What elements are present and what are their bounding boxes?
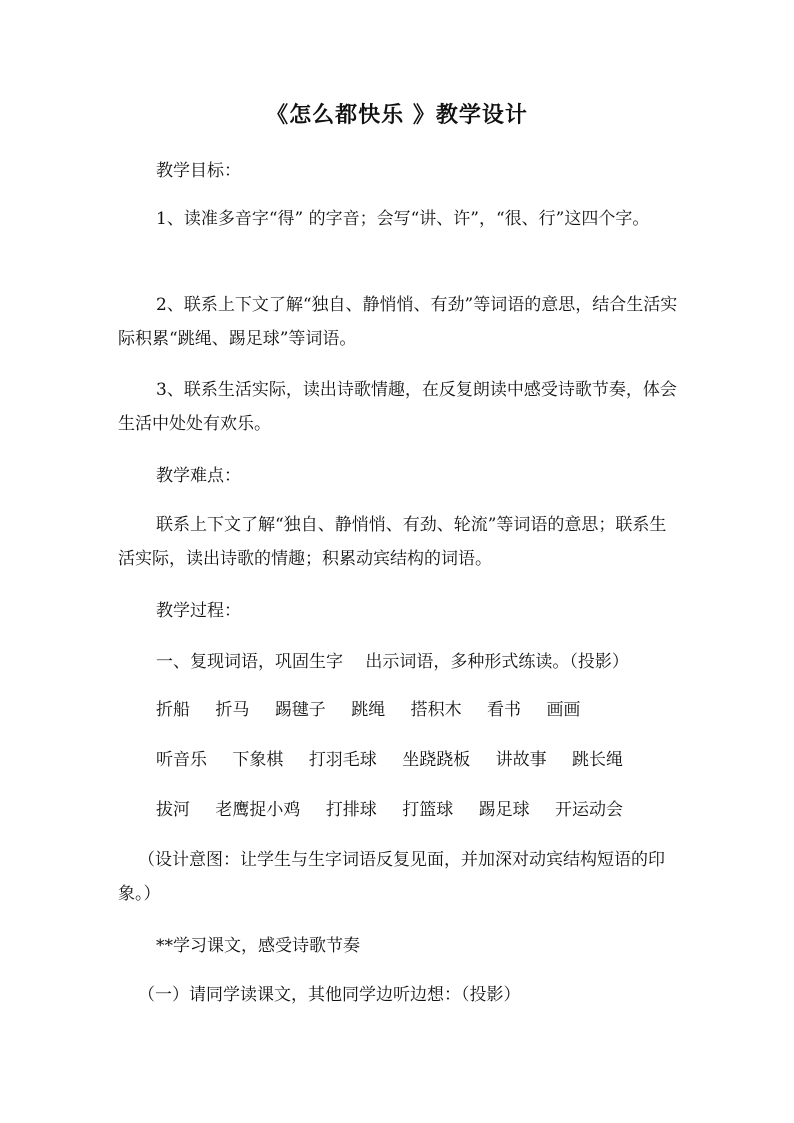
word-list-row-3 <box>156 793 643 827</box>
word-item: 拔河 <box>156 800 190 820</box>
step-2-1-paragraph: （一）请同学读课文，其他同学边听边想：（投影） <box>138 985 521 1005</box>
step-1-heading: 一、复现词语，巩固生字 出示词语，多种形式练读。（投影） <box>156 652 629 672</box>
process-heading: 教学过程： <box>156 601 241 621</box>
word-item: 听音乐 <box>156 750 207 770</box>
goal-3-paragraph: 3、联系生活实际，读出诗歌情趣，在反复朗读中感受诗歌节奏，体会生活中处处有欢乐。 <box>118 380 677 434</box>
goal-2-paragraph: 2、联系上下文了解“独自、静悄悄、有劲”等词语的意思，结合生活实际积累“跳绳、踢足球”等词语。 <box>118 295 678 349</box>
word-item: 坐跷跷板 <box>402 750 471 770</box>
word-item: 开运动会 <box>555 800 624 820</box>
step-2-heading: **学习课文，感受诗歌节奏 <box>156 936 360 956</box>
design-note-paragraph: （设计意图：让学生与生字词语反复见面，并加深对动宾结构短语的印象。） <box>118 850 665 904</box>
goal-1-paragraph: 1、读准多音字“得” 的字音；会写“讲、许”，“很、行”这四个字。 <box>156 209 650 229</box>
word-item: 打羽毛球 <box>308 750 377 770</box>
word-item: 打篮球 <box>402 800 454 820</box>
word-item: 踢足球 <box>478 800 530 820</box>
word-item: 讲故事 <box>495 750 547 770</box>
document-title: 《怎么都快乐 》教学设计 <box>266 102 528 128</box>
word-item: 下象棋 <box>232 750 284 770</box>
goals-heading: 教学目标： <box>156 161 241 181</box>
word-item: 折马 <box>215 700 250 720</box>
word-item: 跳绳 <box>351 700 386 720</box>
word-item: 打排球 <box>325 800 377 820</box>
word-item: 画画 <box>546 700 581 720</box>
word-item: 搭积木 <box>410 700 462 720</box>
word-item: 踢毽子 <box>274 700 326 720</box>
difficulty-paragraph: 联系上下文了解“独自、静悄悄、有劲、轮流”等词语的意思；联系生活实际，读出诗歌的情趣；积累动宾结构的词语。 <box>118 515 667 569</box>
word-item: 老鹰捉小鸡 <box>215 800 301 820</box>
word-item: 看书 <box>487 700 522 720</box>
word-list-row-1 <box>156 693 600 727</box>
word-item: 跳长绳 <box>572 750 624 770</box>
difficulty-heading: 教学难点： <box>156 466 241 486</box>
word-list-row-2 <box>156 743 643 777</box>
word-item: 折船 <box>156 700 190 720</box>
